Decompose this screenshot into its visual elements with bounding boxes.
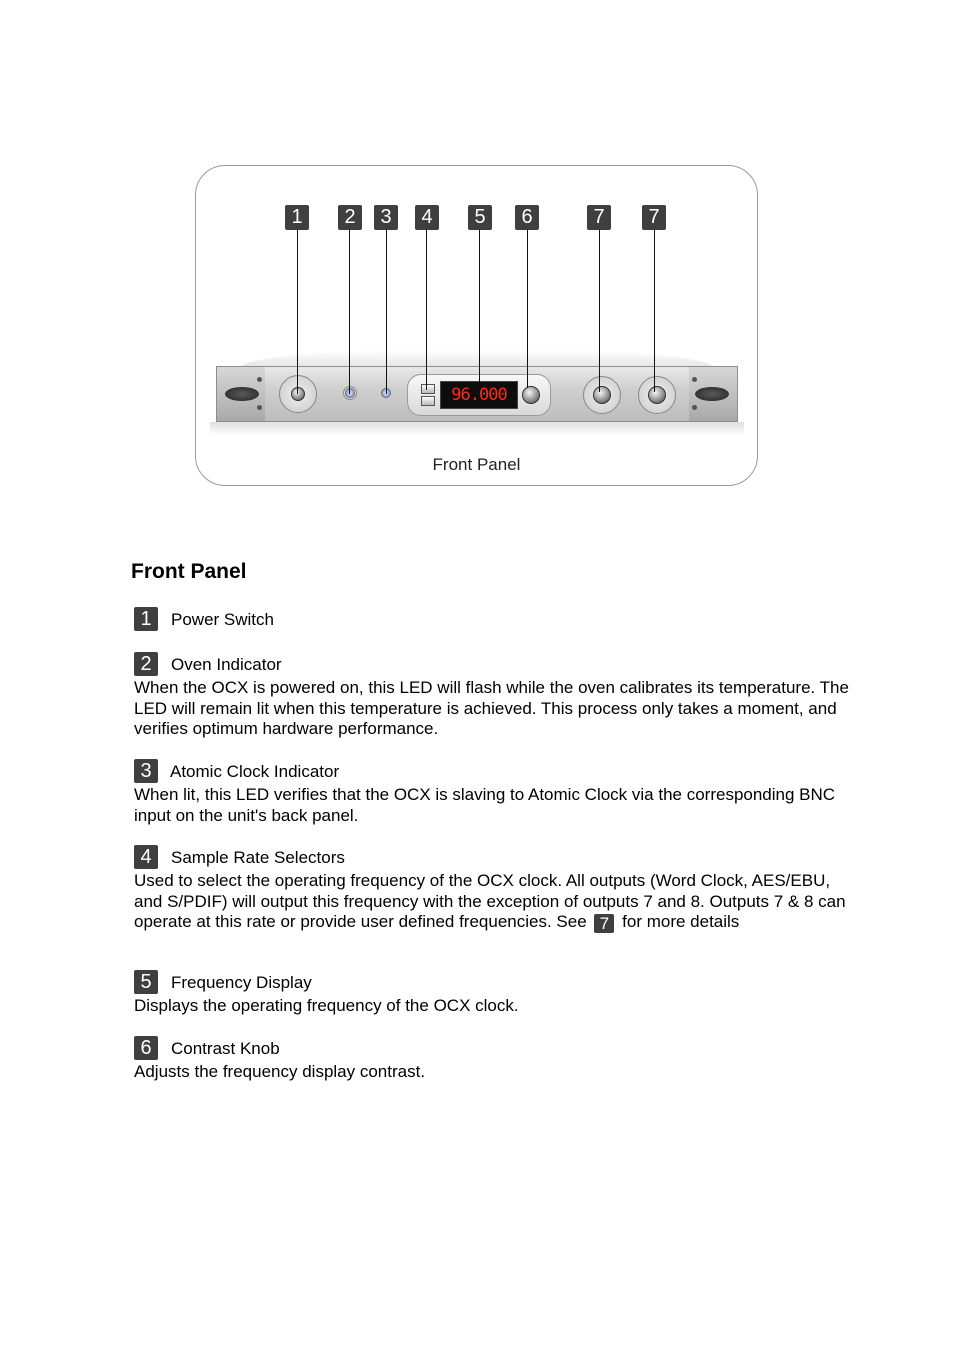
leader-line-2	[349, 230, 350, 394]
sample-rate-selector-up[interactable]	[421, 384, 435, 394]
item-description: When the OCX is powered on, this LED will flash while the oven calibrates its temperature. The LED will remain lit when this temperature is achieved. This process only takes a moment, and verifies optimum hardware performance.	[134, 678, 849, 738]
leader-line-5	[479, 230, 480, 382]
callout-5: 5	[468, 205, 492, 230]
item-label: Atomic Clock Indicator	[170, 762, 340, 781]
callout-6: 6	[515, 205, 539, 230]
item-oven-indicator	[134, 652, 854, 740]
output-7-knob[interactable]	[593, 386, 611, 404]
screw	[257, 405, 262, 410]
leader-line-3	[386, 230, 387, 394]
item-number-badge: 4	[134, 845, 158, 869]
item-description: Adjusts the frequency display contrast.	[134, 1062, 426, 1081]
leader-line-6	[527, 230, 528, 388]
item-label: Frequency Display	[171, 973, 312, 992]
item-power-switch	[134, 607, 854, 633]
screw	[692, 405, 697, 410]
frequency-display: 96.000	[440, 381, 518, 409]
item-description: Displays the operating frequency of the OCX clock.	[134, 996, 519, 1015]
callout-4: 4	[415, 205, 439, 230]
screw	[692, 377, 697, 382]
oven-indicator-led	[345, 388, 355, 398]
callout-1: 1	[285, 205, 309, 230]
item-description-text: Used to select the operating frequency of the OCX clock. All outputs (Word Clock, AES/EBU, and S/PDIF) will output this frequency with the exception of outputs 7 and 8. Outputs 7 & 8 can operate at this rate or provide user defined frequencies. See	[134, 871, 846, 931]
item-label: Power Switch	[171, 610, 274, 629]
item-label: Oven Indicator	[171, 655, 282, 674]
leader-line-4	[426, 230, 427, 390]
item-description	[134, 871, 854, 933]
callout-2: 2	[338, 205, 362, 230]
device-shadow	[210, 422, 744, 436]
sample-rate-selector-down[interactable]	[421, 396, 435, 406]
brand-logo-left	[225, 387, 259, 401]
item-contrast-knob	[134, 1036, 854, 1083]
item-sample-rate-selectors	[134, 845, 854, 933]
power-switch[interactable]	[291, 387, 305, 401]
device-front-panel	[216, 366, 738, 422]
item-description: When lit, this LED verifies that the OCX is slaving to Atomic Clock via the corresponding BNC input on the unit's back panel.	[134, 785, 836, 825]
item-number-badge: 5	[134, 970, 158, 994]
callout-3: 3	[374, 205, 398, 230]
item-label: Sample Rate Selectors	[171, 848, 345, 867]
leader-line-1	[297, 230, 298, 394]
screw	[257, 377, 262, 382]
item-number-badge: 6	[134, 1036, 158, 1060]
brand-logo-right	[695, 387, 729, 401]
output-8-knob[interactable]	[648, 386, 666, 404]
item-description-text: for more details	[622, 912, 740, 931]
item-frequency-display	[134, 970, 854, 1017]
leader-line-7b	[654, 230, 655, 392]
inline-reference-badge: 7	[594, 914, 614, 933]
callout-7a: 7	[587, 205, 611, 230]
figure-caption: Front Panel	[432, 455, 521, 474]
contrast-knob[interactable]	[522, 386, 540, 404]
item-label: Contrast Knob	[171, 1039, 280, 1058]
callout-7b: 7	[642, 205, 666, 230]
item-number-badge: 2	[134, 652, 158, 676]
item-number-badge: 1	[134, 607, 158, 631]
item-number-badge: 3	[134, 759, 158, 783]
leader-line-7a	[599, 230, 600, 392]
section-title: Front Panel	[131, 560, 247, 583]
item-atomic-clock-indicator	[134, 759, 854, 826]
